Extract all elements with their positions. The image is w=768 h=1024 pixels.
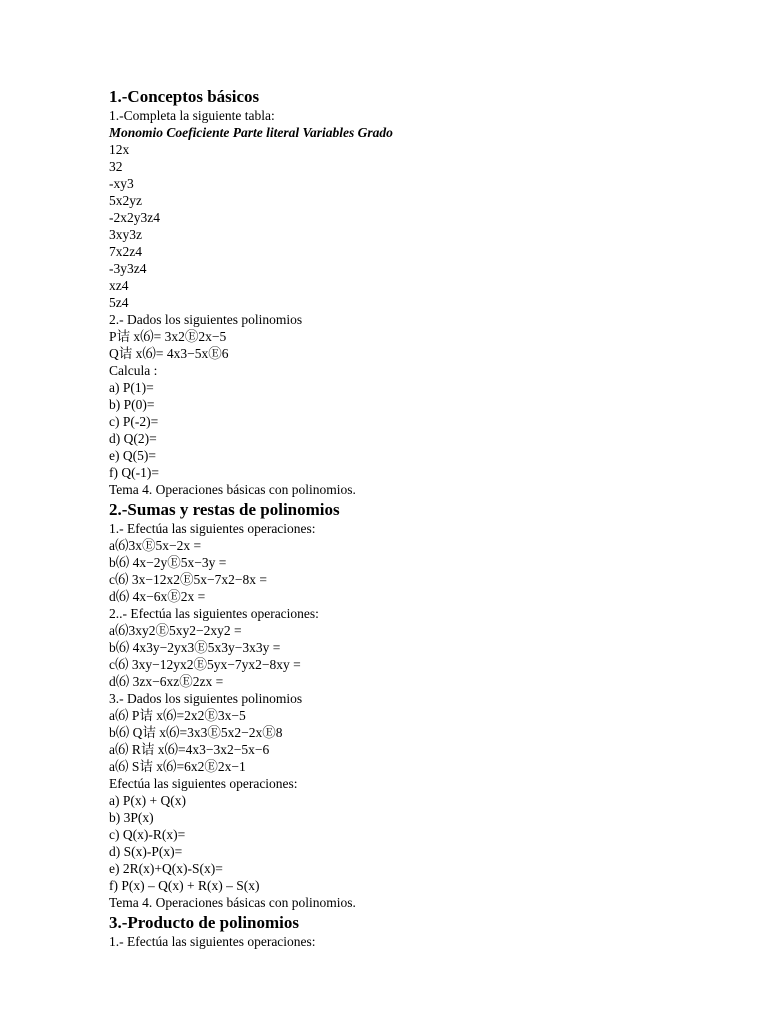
section2-title: 2.-Sumas y restas de polinomios <box>109 500 340 519</box>
monomial-item: 3xy3z <box>109 227 142 242</box>
section3-title: 3.-Producto de polinomios <box>109 913 300 932</box>
monomial-item: 32 <box>109 159 123 174</box>
monomial-item: xz4 <box>109 278 129 293</box>
ops-item: f) P(x) – Q(x) + R(x) – S(x) <box>109 878 260 893</box>
document-content <box>109 86 749 950</box>
monomial-item: 5x2yz <box>109 193 142 208</box>
operation-item: d⑹ 3zx−6xzⒺ2zx = <box>109 674 224 689</box>
monomial-item: 12x <box>109 142 130 157</box>
operation-item: b⑹ 4x3y−2yx3Ⓔ5x3y−3x3y = <box>109 640 281 655</box>
polynomial-definition: a⑹ S诘 x⑹=6x2Ⓔ2x−1 <box>109 759 246 774</box>
calc-item: f) Q(-1)= <box>109 465 159 480</box>
calc-item: b) P(0)= <box>109 397 155 412</box>
polynomial-definition: b⑹ Q诘 x⑹=3x3Ⓔ5x2−2xⒺ8 <box>109 725 283 740</box>
operation-item: a⑹3xⒺ5x−2x = <box>109 538 202 553</box>
ops-item: e) 2R(x)+Q(x)-S(x)= <box>109 861 223 876</box>
monomial-item: -xy3 <box>109 176 134 191</box>
calc-label: Calcula : <box>109 363 158 378</box>
ops-item: c) Q(x)-R(x)= <box>109 827 186 842</box>
polynomial-definition: a⑹ R诘 x⑹=4x3−3x2−5x−6 <box>109 742 270 757</box>
monomial-item: -3y3z4 <box>109 261 147 276</box>
monomial-item: 5z4 <box>109 295 129 310</box>
polynomial-p: P诘 x⑹= 3x2Ⓔ2x−5 <box>109 329 227 344</box>
operation-item: c⑹ 3xy−12yx2Ⓔ5yx−7yx2−8xy = <box>109 657 301 672</box>
page-footer: Tema 4. Operaciones básicas con polinomios. <box>109 895 356 910</box>
section1-ex1-instruction: 1.-Completa la siguiente tabla: <box>109 108 275 123</box>
operation-item: b⑹ 4x−2yⒺ5x−3y = <box>109 555 227 570</box>
monomial-item: -2x2y3z4 <box>109 210 160 225</box>
section2-ex1-instruction: 1.- Efectúa las siguientes operaciones: <box>109 521 316 536</box>
ops-item: a) P(x) + Q(x) <box>109 793 186 808</box>
polynomial-q: Q诘 x⑹= 4x3−5xⒺ6 <box>109 346 229 361</box>
section2-ex2-instruction: 2..- Efectúa las siguientes operaciones: <box>109 606 319 621</box>
calc-item: c) P(-2)= <box>109 414 159 429</box>
section3-ex1-instruction: 1.- Efectúa las siguientes operaciones: <box>109 934 316 949</box>
table-header: Monomio Coeficiente Parte literal Variables Grado <box>109 125 393 140</box>
operation-item: c⑹ 3x−12x2Ⓔ5x−7x2−8x = <box>109 572 267 587</box>
section2-ex3-instruction: 3.- Dados los siguientes polinomios <box>109 691 303 706</box>
calc-item: e) Q(5)= <box>109 448 156 463</box>
operation-item: a⑹3xy2Ⓔ5xy2−2xy2 = <box>109 623 242 638</box>
monomial-item: 7x2z4 <box>109 244 142 259</box>
operation-item: d⑹ 4x−6xⒺ2x = <box>109 589 206 604</box>
calc-item: a) P(1)= <box>109 380 154 395</box>
polynomial-definition: a⑹ P诘 x⑹=2x2Ⓔ3x−5 <box>109 708 246 723</box>
calc-item: d) Q(2)= <box>109 431 157 446</box>
section1-ex2-instruction: 2.- Dados los siguientes polinomios <box>109 312 303 327</box>
ops-item: d) S(x)-P(x)= <box>109 844 183 859</box>
section1-title: 1.-Conceptos básicos <box>109 87 260 106</box>
ops-instruction: Efectúa las siguientes operaciones: <box>109 776 298 791</box>
ops-item: b) 3P(x) <box>109 810 154 825</box>
page-footer: Tema 4. Operaciones básicas con polinomios. <box>109 482 356 497</box>
